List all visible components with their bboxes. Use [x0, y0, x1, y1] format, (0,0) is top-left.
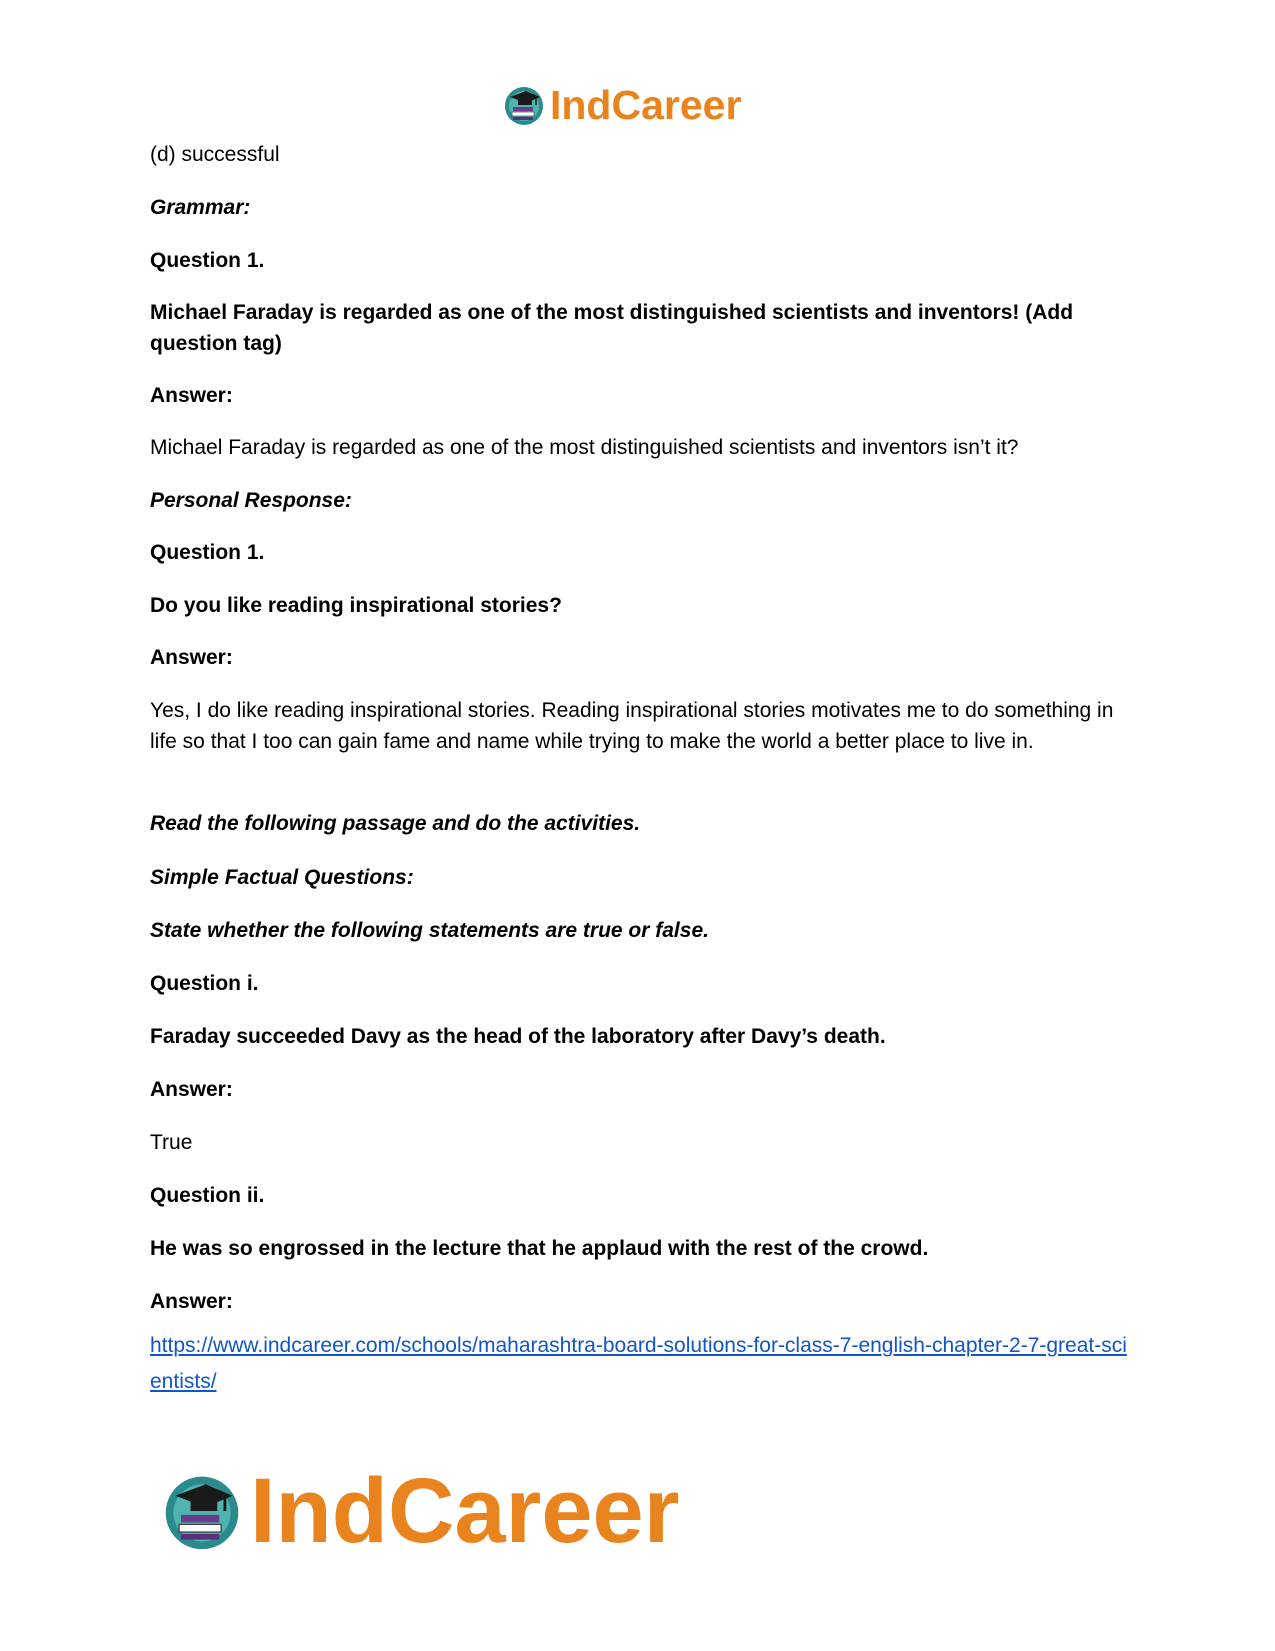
option-d: (d) successful [150, 143, 280, 166]
graduation-cap-books-globe-icon [160, 1469, 244, 1553]
grammar-question-text: Michael Faraday is regarded as one of the most distinguished scientists and inventors! (Add question tag) [150, 301, 1074, 355]
grammar-answer-text: Michael Faraday is regarded as one of the most distinguished scientists and inventors isn’t it? [150, 436, 1019, 459]
personal-question-text: Do you like reading inspirational stories? [150, 594, 562, 617]
question-i-answer-text: True [150, 1131, 193, 1154]
footer-logo [160, 1460, 680, 1562]
question-i-label: Question i. [150, 972, 259, 995]
factual-questions-heading: Simple Factual Questions: [150, 866, 414, 889]
brand-name: IndCareer [250, 1460, 680, 1562]
personal-answer-text: Yes, I do like reading inspirational stories. Reading inspirational stories motivates me to do something in life so that I too can gain fame and name while trying to make the world a better place to live in. [150, 699, 1114, 753]
source-link[interactable]: https://www.indcareer.com/schools/maharashtra-board-solutions-for-class-7-english-chapter-2-7-great-scientists/ [150, 1334, 1127, 1393]
passage-instruction: Read the following passage and do the activities. [150, 812, 641, 835]
question-ii-label: Question ii. [150, 1184, 265, 1207]
grammar-answer-label: Answer: [150, 384, 233, 407]
header-logo [502, 80, 741, 130]
personal-answer-label: Answer: [150, 646, 233, 669]
question-ii-answer-label: Answer: [150, 1290, 233, 1313]
grammar-heading: Grammar: [150, 196, 251, 219]
personal-response-heading: Personal Response: [150, 489, 352, 512]
question-ii-text: He was so engrossed in the lecture that he applaud with the rest of the crowd. [150, 1237, 929, 1260]
question-i-answer-label: Answer: [150, 1078, 233, 1101]
grammar-question-label: Question 1. [150, 249, 265, 272]
question-i-text: Faraday succeeded Davy as the head of the laboratory after Davy’s death. [150, 1025, 886, 1048]
true-false-instruction: State whether the following statements are true or false. [150, 919, 709, 942]
personal-question-label: Question 1. [150, 541, 265, 564]
graduation-cap-books-globe-icon [502, 83, 546, 127]
brand-name: IndCareer [550, 82, 742, 128]
